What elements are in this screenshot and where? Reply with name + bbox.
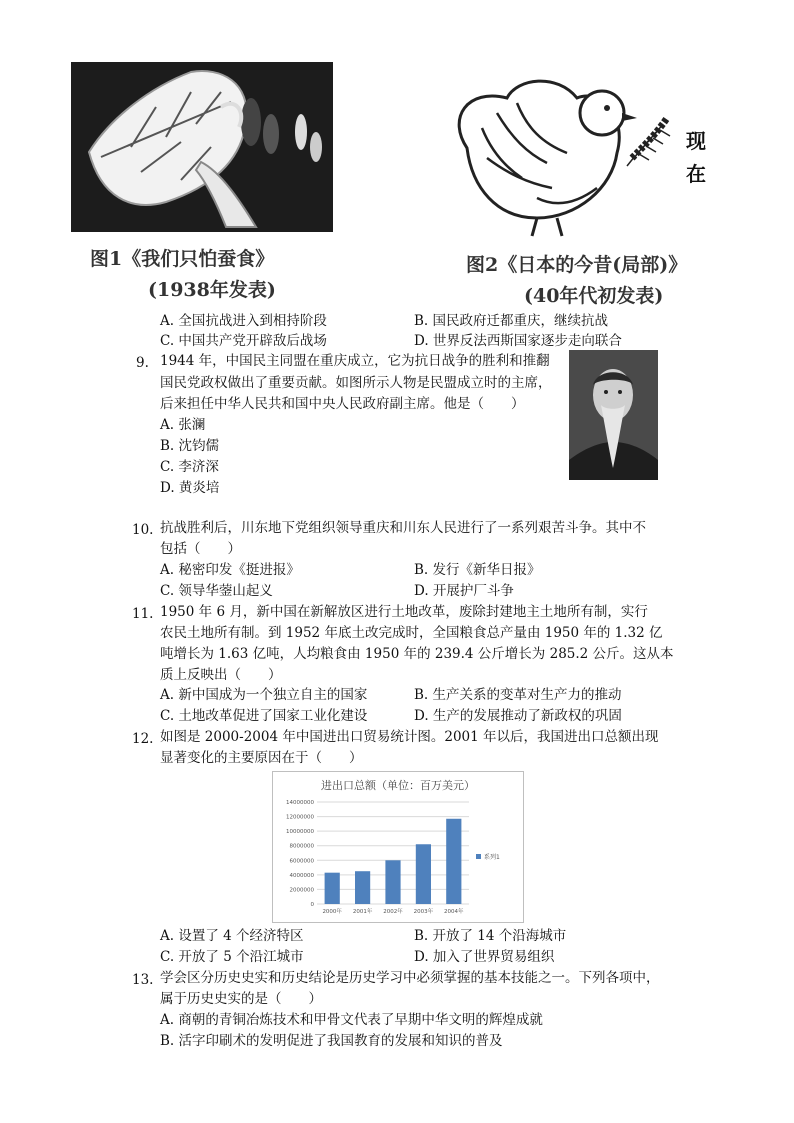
portrait-illustration: [569, 350, 658, 480]
chart-plot: [273, 772, 523, 922]
portrait-photo: [569, 350, 658, 480]
q13-option-a: A. 商朝的青铜冶炼技术和甲骨文代表了早期中华文明的辉煌成就: [160, 1012, 543, 1028]
q10-stem-line-1: 抗战胜利后，川东地下党组织领导重庆和川东人民进行了一系列艰苦斗争。其中不: [160, 520, 646, 536]
q10-number: 10.: [132, 522, 154, 538]
q12-stem-line-2: 显著变化的主要原因在于（ ）: [160, 750, 363, 766]
figure-2-caption: 图2《日本的今昔(局部)》: [466, 254, 688, 276]
y-tick-label: 10000000: [286, 829, 314, 836]
q11-stem-line-2: 农民土地所有制。到 1952 年底土改完成时，全国粮食总产量由 1950 年的 1.32 亿: [160, 625, 663, 641]
q12-option-c: C. 开放了 5 个沿江城市: [160, 949, 304, 965]
q11-option-c: C. 土地改革促进了国家工业化建设: [160, 708, 368, 724]
y-tick-label: 14000000: [286, 800, 314, 806]
q13-number: 13.: [132, 972, 154, 988]
q13-option-b: B. 活字印刷术的发明促进了我国教育的发展和知识的普及: [160, 1033, 503, 1049]
figure-2-date: (40年代初发表): [524, 285, 664, 307]
y-tick-label: 0: [310, 902, 314, 908]
q10-option-d: D. 开展护厂斗争: [414, 583, 514, 599]
y-tick-label: 4000000: [289, 872, 314, 879]
q9-option-a: A. 张澜: [160, 417, 206, 433]
q13-stem-line-2: 属于历史史实的是（ ）: [160, 991, 322, 1007]
bar: [446, 819, 461, 904]
figure-1-date: (1938年发表): [148, 279, 276, 301]
figure-1-image: [71, 62, 333, 232]
q13-stem-line-1: 学会区分历史史实和历史结论是历史学习中必须掌握的基本技能之一。下列各项中，: [160, 970, 660, 986]
x-tick-label: 2001年: [352, 909, 373, 915]
bar: [385, 860, 400, 904]
x-tick-label: 2000年: [322, 909, 342, 915]
q9-number: 9.: [136, 355, 149, 371]
q8-option-a: A. 全国抗战进入到相持阶段: [160, 313, 327, 329]
bar: [416, 844, 431, 904]
q10-option-c: C. 领导华蓥山起义: [160, 583, 273, 599]
q8-option-c: C. 中国共产党开辟敌后战场: [160, 333, 327, 349]
y-tick-label: 6000000: [289, 858, 314, 865]
q11-stem-line-4: 质上反映出（ ）: [160, 667, 282, 683]
q12-option-d: D. 加入了世界贸易组织: [414, 949, 555, 965]
y-tick-label: 12000000: [286, 814, 314, 821]
x-tick-label: 2003年: [413, 909, 434, 915]
q12-option-a: A. 设置了 4 个经济特区: [160, 928, 304, 944]
legend-label: 系列1: [484, 854, 500, 861]
trade-chart: [272, 771, 524, 923]
figure-2-side-char-1: 现: [686, 129, 706, 153]
bar: [325, 873, 340, 904]
chart-title: 进出口总额（单位：百万美元）: [321, 779, 475, 792]
q11-option-d: D. 生产的发展推动了新政权的巩固: [414, 708, 622, 724]
y-tick-label: 8000000: [289, 843, 314, 850]
q11-stem-line-3: 吨增长为 1.63 亿吨，人均粮食由 1950 年的 239.4 公斤增长为 285.2 公斤。这从本: [160, 646, 674, 662]
q9-stem-line-1: 1944 年，中国民主同盟在重庆成立，它为抗日战争的胜利和推翻: [160, 353, 550, 369]
leaf-cartoon-illustration: [71, 62, 333, 232]
q9-stem-line-3: 后来担任中华人民共和国中央人民政府副主席。他是（ ）: [160, 396, 525, 412]
y-tick-label: 2000000: [289, 887, 314, 894]
q8-option-b: B. 国民政府迁都重庆，继续抗战: [414, 313, 609, 329]
legend-swatch: [476, 854, 481, 859]
figure-2-image: [427, 58, 727, 238]
q11-option-a: A. 新中国成为一个独立自主的国家: [160, 687, 368, 703]
bar: [355, 871, 370, 904]
chicken-cartoon-illustration: [427, 58, 727, 238]
q11-number: 11.: [132, 606, 154, 622]
figure-2-side-char-2: 在: [686, 162, 706, 186]
q11-stem-line-1: 1950 年 6 月，新中国在新解放区进行土地改革，废除封建地主土地所有制，实行: [160, 604, 648, 620]
x-tick-label: 2002年: [383, 909, 403, 915]
figure-1-caption: 图1《我们只怕蚕食》: [90, 248, 275, 270]
q12-number: 12.: [132, 731, 154, 747]
q12-stem-line-1: 如图是 2000-2004 年中国进出口贸易统计图。2001 年以后，我国进出口总额出现: [160, 729, 659, 745]
q12-option-b: B. 开放了 14 个沿海城市: [414, 928, 567, 944]
q10-stem-line-2: 包括（ ）: [160, 541, 241, 557]
q9-option-b: B. 沈钧儒: [160, 438, 220, 454]
q10-option-b: B. 发行《新华日报》: [414, 562, 541, 578]
q11-option-b: B. 生产关系的变革对生产力的推动: [414, 687, 622, 703]
q9-option-d: D. 黄炎培: [160, 480, 220, 496]
q9-option-c: C. 李济深: [160, 459, 219, 475]
x-tick-label: 2004年: [444, 909, 464, 915]
q9-stem-line-2: 国民党政权做出了重要贡献。如图所示人物是民盟成立时的主席，: [160, 375, 552, 391]
q8-option-d: D. 世界反法西斯国家逐步走向联合: [414, 333, 622, 349]
q10-option-a: A. 秘密印发《挺进报》: [160, 562, 300, 578]
